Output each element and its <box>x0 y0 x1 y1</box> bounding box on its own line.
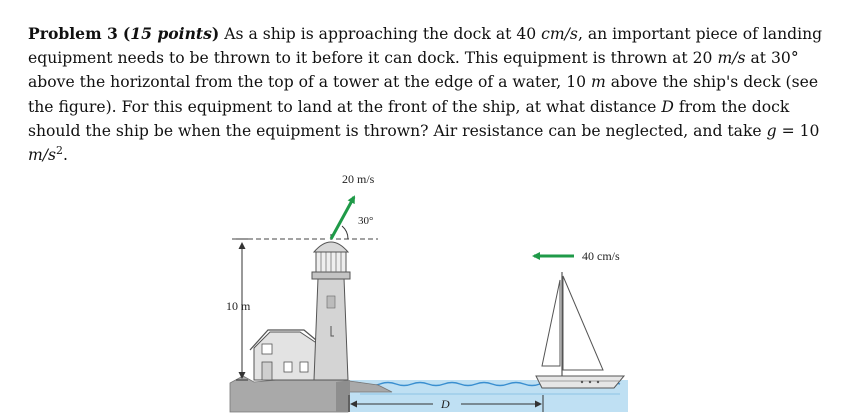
dock-pier <box>336 380 350 412</box>
distance-label: D <box>441 397 450 411</box>
problem-points: 15 points <box>130 24 212 43</box>
text-intro: As a ship is approaching the dock at 40 <box>224 25 537 43</box>
angle-label: 30° <box>358 215 374 227</box>
sailboat <box>536 272 624 388</box>
text-part-4: from the dock should the ship be when the equipment is thrown? Air resistance can be neglected, and take <box>28 97 790 140</box>
g-unit: m/s <box>28 146 57 165</box>
problem-statement: Problem 3 (15 points) As a ship is approaching the dock at 40 cm/s, an important piece of landing equipment needs to be thrown to it before it can dock. This equipment is thrown at 20 m/s at 30° above the horizontal from the top of a tower at the edge of a water, 10 m above the ship's deck (see the figure). For this equipment to land at the front of the ship, at what distance D from the dock should the ship be when the equipment is thrown? Air resistance can be neglected, and take g = 10 $m/s^2$. <box>28 24 823 165</box>
text-part-3: above the ship's deck (see the figure). For this equipment to land at the front of the ship, at what distance <box>28 73 819 116</box>
height-unit: m <box>591 73 606 92</box>
lighthouse <box>312 234 350 380</box>
distance-variable: D <box>661 97 674 116</box>
ship-speed-label: 40 cm/s <box>582 249 620 263</box>
launch-speed-label: 20 m/s <box>342 172 375 186</box>
g-value: = 10 <box>781 121 820 140</box>
text-end: . <box>63 146 68 165</box>
g-unit-exponent: 2 <box>56 144 63 158</box>
text-part-2: at 30° above the horizontal from the top of a tower at the edge of a water, 10 <box>28 49 799 92</box>
angle-arc <box>342 226 348 239</box>
g-variable: g <box>766 121 777 140</box>
height-label: 10 m <box>226 299 251 313</box>
problem-title: Problem 3 <box>28 24 118 43</box>
launch-velocity-arrow <box>331 197 354 239</box>
ship-speed-unit: cm/s <box>541 25 578 43</box>
throw-speed-unit: m/s <box>717 49 746 68</box>
text-part-1: , an important piece of landing equipment needs to be thrown to it before it can dock. This equipment is thrown at 20 <box>28 25 823 68</box>
